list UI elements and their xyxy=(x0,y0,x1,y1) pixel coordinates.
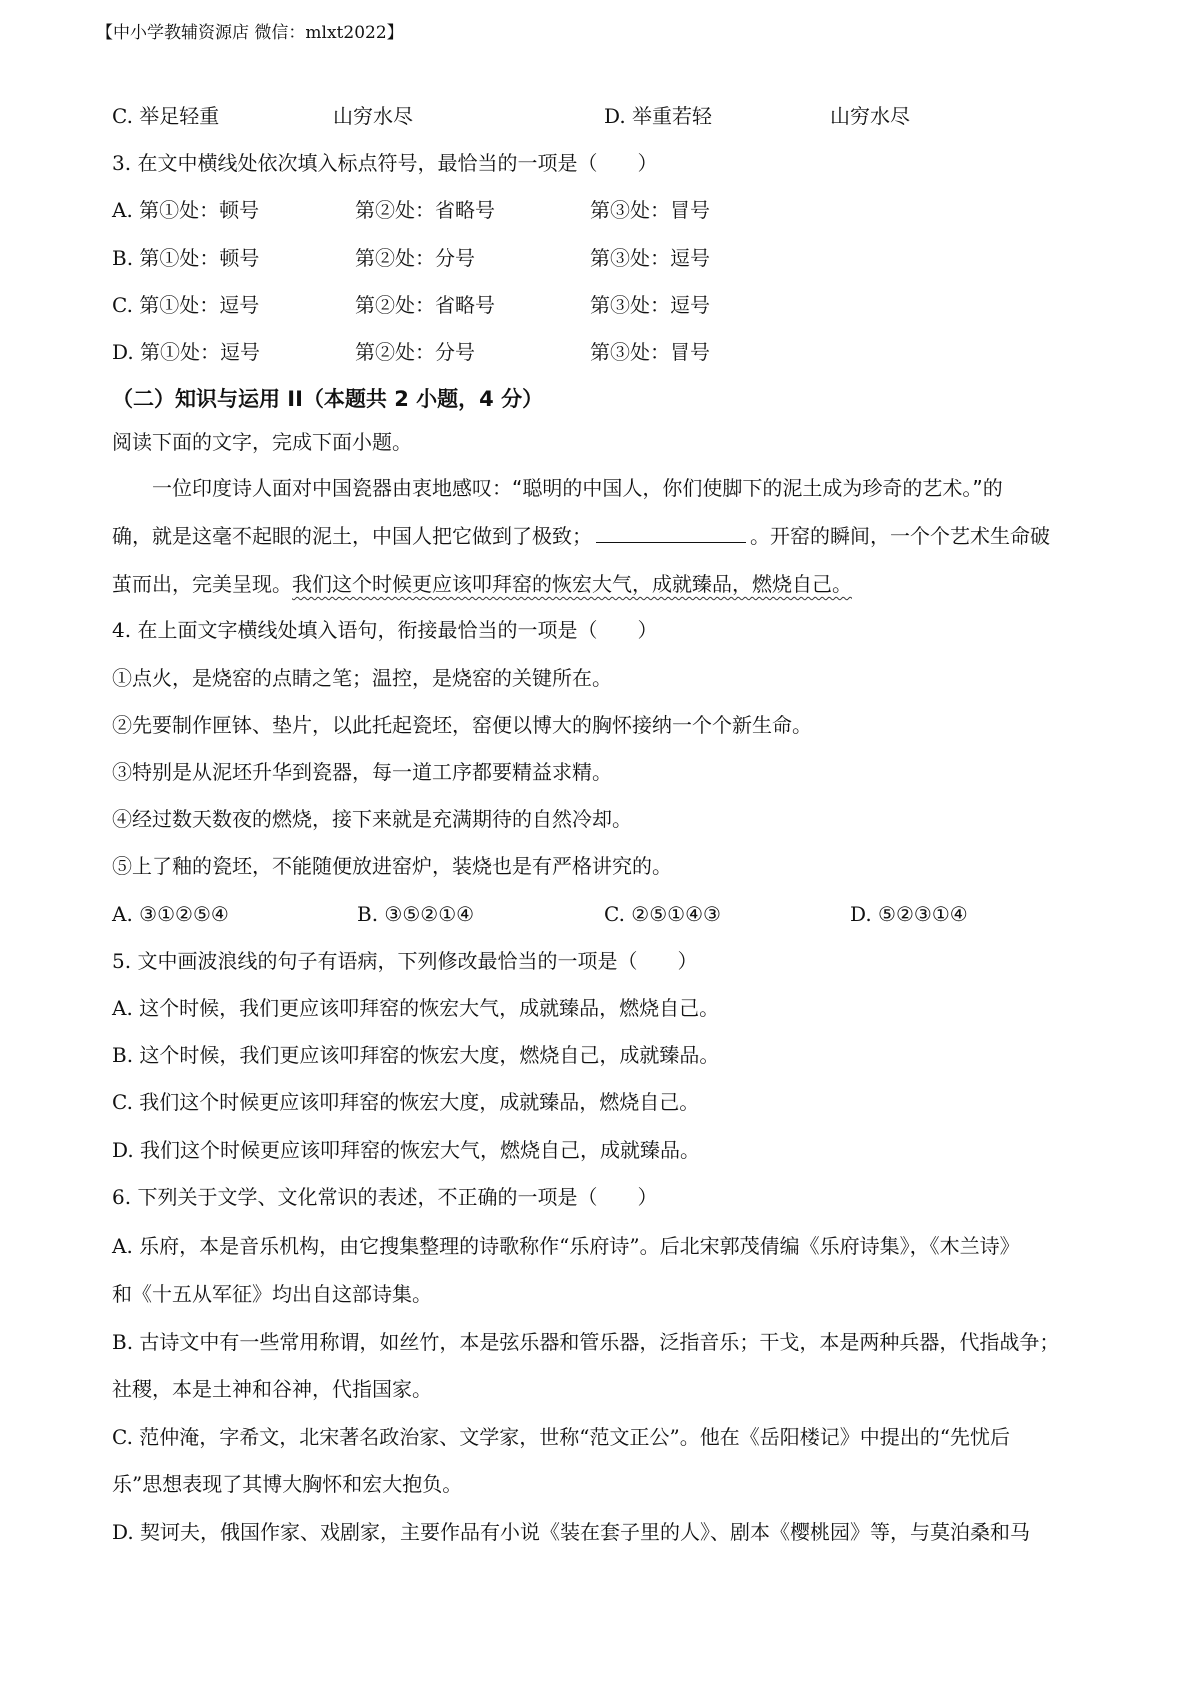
passage-line-2-after: 。开窑的瞬间，一个个艺术生命破 xyxy=(750,524,1050,548)
passage-line-3 xyxy=(112,572,1102,596)
passage-blank xyxy=(596,524,746,543)
q4-choice-b: B. ③⑤②①④ xyxy=(357,902,475,926)
q4-item-1: ①点火，是烧窑的点睛之笔；温控，是烧窑的关键所在。 xyxy=(112,666,612,690)
q6-line-6: 乐”思想表现了其博大胸怀和宏大抱负。 xyxy=(112,1472,463,1496)
q3-option-d-first: D. 第①处：逗号 xyxy=(112,340,261,364)
q5-stem: 5. 文中画波浪线的句子有语病，下列修改最恰当的一项是（ ） xyxy=(112,949,698,973)
q2-option-c-word: 山穷水尽 xyxy=(333,104,413,128)
q4-item-4: ④经过数天数夜的燃烧，接下来就是充满期待的自然冷却。 xyxy=(112,807,632,831)
q6-line-3: B. 古诗文中有一些常用称谓，如丝竹，本是弦乐器和管乐器，泛指音乐；干戈，本是两种兵器，代指战争； xyxy=(112,1330,1060,1354)
q4-choice-a: A. ③①②⑤④ xyxy=(112,902,229,926)
passage-line-1: 一位印度诗人面对中国瓷器由衷地感叹：“聪明的中国人，你们使脚下的泥土成为珍奇的艺术。”的 xyxy=(152,476,1003,500)
q2-option-c-label: C. 举足轻重 xyxy=(112,104,220,128)
q3-option-c-first: C. 第①处：逗号 xyxy=(112,293,260,317)
q5-option-a: A. 这个时候，我们更应该叩拜窑的恢宏大气，成就臻品，燃烧自己。 xyxy=(112,996,720,1020)
q3-option-a-third: 第③处：冒号 xyxy=(590,198,710,222)
q4-stem: 4. 在上面文字横线处填入语句，衔接最恰当的一项是（ ） xyxy=(112,618,658,642)
q6-line-7: D. 契诃夫，俄国作家、戏剧家，主要作品有小说《装在套子里的人》、剧本《樱桃园》等，与莫泊桑和马 xyxy=(112,1520,1031,1544)
passage-line-3-plain: 茧而出，完美呈现。 xyxy=(112,572,292,596)
q3-option-b-first: B. 第①处：顿号 xyxy=(112,246,260,270)
watermark-header: 【中小学教辅资源店 微信：mlxt2022】 xyxy=(96,23,404,43)
q3-option-d-second: 第②处：分号 xyxy=(355,340,475,364)
q5-option-b: B. 这个时候，我们更应该叩拜窑的恢宏大度，燃烧自己，成就臻品。 xyxy=(112,1043,720,1067)
q2-option-d-word: 山穷水尽 xyxy=(830,104,910,128)
q4-choice-d: D. ⑤②③①④ xyxy=(850,902,968,926)
q3-option-c-second: 第②处：省略号 xyxy=(355,293,495,317)
wavy-underlined-sentence: 我们这个时候更应该叩拜窑的恢宏大气，成就臻品，燃烧自己。 xyxy=(292,572,852,596)
section-title: （二）知识与运用 II（本题共 2 小题，4 分） xyxy=(112,387,544,411)
q5-option-c: C. 我们这个时候更应该叩拜窑的恢宏大度，成就臻品，燃烧自己。 xyxy=(112,1090,700,1114)
q3-stem: 3. 在文中横线处依次填入标点符号，最恰当的一项是（ ） xyxy=(112,151,658,175)
q6-stem: 6. 下列关于文学、文化常识的表述，不正确的一项是（ ） xyxy=(112,1185,658,1209)
q4-choice-c: C. ②⑤①④③ xyxy=(604,902,721,926)
q3-option-a-first: A. 第①处：顿号 xyxy=(112,198,260,222)
q4-item-2: ②先要制作匣钵、垫片，以此托起瓷坯，窑便以博大的胸怀接纳一个个新生命。 xyxy=(112,713,812,737)
q5-option-d: D. 我们这个时候更应该叩拜窑的恢宏大气，燃烧自己，成就臻品。 xyxy=(112,1138,701,1162)
q6-line-5: C. 范仲淹，字希文，北宋著名政治家、文学家，世称“范文正公”。他在《岳阳楼记》中提出的“先忧后 xyxy=(112,1425,1010,1449)
q3-option-b-second: 第②处：分号 xyxy=(355,246,475,270)
q4-item-3: ③特别是从泥坯升华到瓷器，每一道工序都要精益求精。 xyxy=(112,760,612,784)
q2-option-d-label: D. 举重若轻 xyxy=(604,104,713,128)
q3-option-c-third: 第③处：逗号 xyxy=(590,293,710,317)
q3-option-b-third: 第③处：逗号 xyxy=(590,246,710,270)
passage-line-2 xyxy=(112,524,1102,548)
q6-line-1: A. 乐府，本是音乐机构，由它搜集整理的诗歌称作“乐府诗”。后北宋郭茂倩编《乐府诗集》，《木兰诗》 xyxy=(112,1234,1020,1258)
q4-item-5: ⑤上了釉的瓷坯，不能随便放进窑炉，装烧也是有严格讲究的。 xyxy=(112,854,672,878)
passage-line-2-before: 确，就是这毫不起眼的泥土，中国人把它做到了极致； xyxy=(112,524,592,548)
q3-option-d-third: 第③处：冒号 xyxy=(590,340,710,364)
reading-instruction: 阅读下面的文字，完成下面小题。 xyxy=(112,430,412,454)
q3-option-a-second: 第②处：省略号 xyxy=(355,198,495,222)
q6-line-2: 和《十五从军征》均出自这部诗集。 xyxy=(112,1282,432,1306)
q6-line-4: 社稷，本是土神和谷神，代指国家。 xyxy=(112,1377,432,1401)
